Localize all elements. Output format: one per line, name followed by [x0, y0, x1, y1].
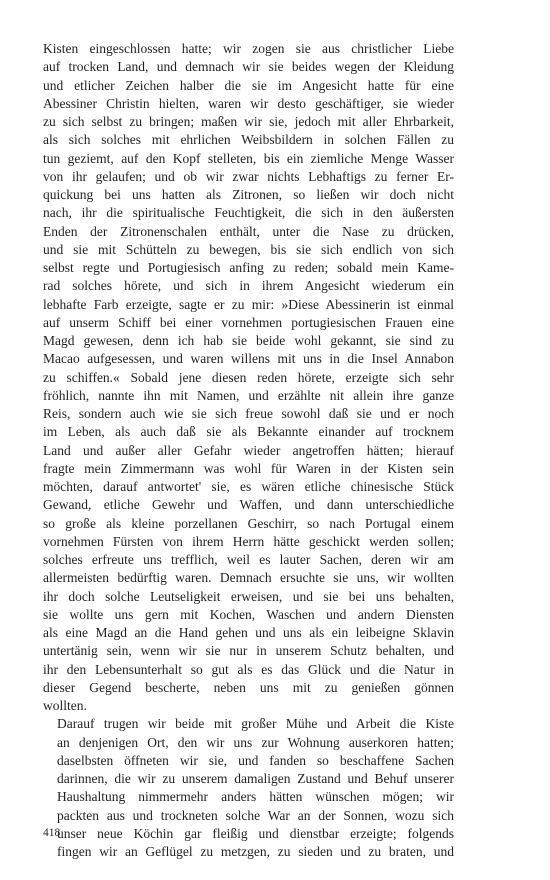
text-line: unser neue Köchin gar fleißig und dienstbar erzeigte; folgends — [57, 825, 454, 841]
text-line: fingen wir an Geflügel zu metzgen, zu sieden und zu braten, und — [57, 844, 454, 859]
text-line: ihr den Lebensunterhalt so gut als es das Glück und die Natur in — [43, 661, 454, 677]
text-line: allermeisten bedürftig waren. Demnach ersuchte sie uns, wir wollten — [43, 570, 454, 586]
text-line: zu schiffen.« Sobald jene diesen reden hörete, erzeigte sich sehr — [43, 369, 454, 385]
text-line: fragte mein Zimmermann was wohl für Waren in der Kisten sein — [43, 460, 454, 476]
text-line: untertänig sein, wenn wir sie nur in unserem Schutz behalten, und — [43, 643, 454, 659]
text-line: Kisten eingeschlossen hatte; wir zogen sie aus christlicher Liebe — [43, 41, 454, 56]
page-number: 418 — [43, 827, 61, 839]
text-line: von ihr gelaufen; und ob wir zwar nichts Lebhaftigs zu ferner Er- — [43, 168, 454, 184]
text-line: nach, ihr die spiritualische Feuchtigkeit, die sich in den äußersten — [43, 205, 454, 221]
text-line: packten aus und trockneten solche War an der Sonnen, wozu sich — [57, 807, 454, 823]
paragraph — [43, 715, 454, 861]
text-line: wollten. — [43, 698, 87, 713]
text-line: Haushaltung nimmermehr anders hätten wünschen mögen; wir — [57, 789, 454, 805]
text-line: lebhafte Farb erzeigte, sagte er zu mir: »Diese Abessinerin ist einmal — [43, 296, 454, 312]
text-line: quickung bei uns hatten als Zitronen, so ließen wir doch nicht — [43, 187, 454, 202]
text-line: ihr doch solche Leutseligkeit erweisen, und sie bei uns behalten, — [43, 588, 454, 604]
text-line: als sich solches mit ehrlichen Weibsbildern in solchen Fällen zu — [43, 132, 454, 148]
text-line: auf unserm Schiff bei einer vornehmen portugiesischen Frauen eine — [43, 314, 454, 330]
text-line: selbst regte und Portugiesisch anfing zu reden; sobald mein Kame- — [43, 260, 454, 275]
text-line: darinnen, die wir zu unserem damaligen Zustand und Behuf unserer — [57, 771, 454, 786]
text-line: daselbsten öffneten wir sie, und fanden so beschaffene Sachen — [57, 752, 454, 768]
text-line: an denjenigen Ort, den wir uns zur Wohnung auserkoren hatten; — [57, 734, 454, 750]
text-line: und sie mit Schütteln zu bewegen, bis sie sich endlich von sich — [43, 241, 454, 257]
text-line: Reis, sondern auch wie sie sich freue sowohl daß sie und er noch — [43, 406, 454, 421]
text-line: rad solches hörete, und sich in ihrem Angesicht wiederum ein — [43, 278, 454, 294]
text-line: zu sich selbst zu bringen; maßen wir sie, jedoch mit aller Ehrbarkeit, — [43, 114, 454, 129]
text-line: so große als kleine porzellanen Geschirr, so nach Portugal einem — [43, 515, 454, 531]
text-line: Gewand, etliche Gewehr und Waffen, und dann unterschiedliche — [43, 497, 454, 513]
text-line: tun geziemt, auf den Kopf stelleten, bis ein ziemliche Menge Wasser — [43, 150, 454, 166]
text-line: Magd gewesen, denn ich hab sie beide wohl gekannt, sie sind zu — [43, 333, 454, 348]
text-line: Abessiner Christin hielten, waren wir desto geschäftiger, sie wieder — [43, 95, 454, 111]
text-line: Land und außer aller Gefahr wieder angetroffen hätten; hierauf — [43, 442, 454, 458]
body-text — [43, 40, 454, 861]
text-line: möchten, darauf antwortet' sie, es wären etliche chinesische Stück — [43, 479, 454, 494]
text-line: fröhlich, nannte ihn mit Namen, und erzählte nit allein ihre ganze — [43, 387, 454, 403]
paragraph — [43, 40, 454, 715]
text-line: dieser Gegend bescherte, neben uns mit zu genießen gönnen — [43, 679, 454, 695]
text-line: auf trocken Land, und demnach wir sie beides wegen der Kleidung — [43, 59, 454, 75]
text-line: Macao aufgesessen, und waren willens mit uns in die Insel Annabon — [43, 351, 454, 367]
text-line: vornehmen Fürsten von ihrem Herrn hätte geschickt werden sollen; — [43, 533, 454, 549]
text-line: und etlicher Zeichen halber die sie im Angesicht hatte für eine — [43, 77, 454, 93]
text-line: als eine Magd an die Hand gehen und uns als ein leibeigne Sklavin — [43, 625, 454, 640]
text-line: Enden der Zitronenschalen enthält, unter die Nase zu drücken, — [43, 223, 454, 239]
text-line: sie wollte uns gern mit Kochen, Waschen und andern Diensten — [43, 606, 454, 622]
text-line: Darauf trugen wir beide mit großer Mühe und Arbeit die Kiste — [57, 716, 454, 732]
text-line: solches erfreute uns trefflich, weil es lauter Sachen, deren wir am — [43, 552, 454, 567]
text-line: im Leben, als auch daß sie als Bekannte einander auf trocknem — [43, 424, 454, 440]
